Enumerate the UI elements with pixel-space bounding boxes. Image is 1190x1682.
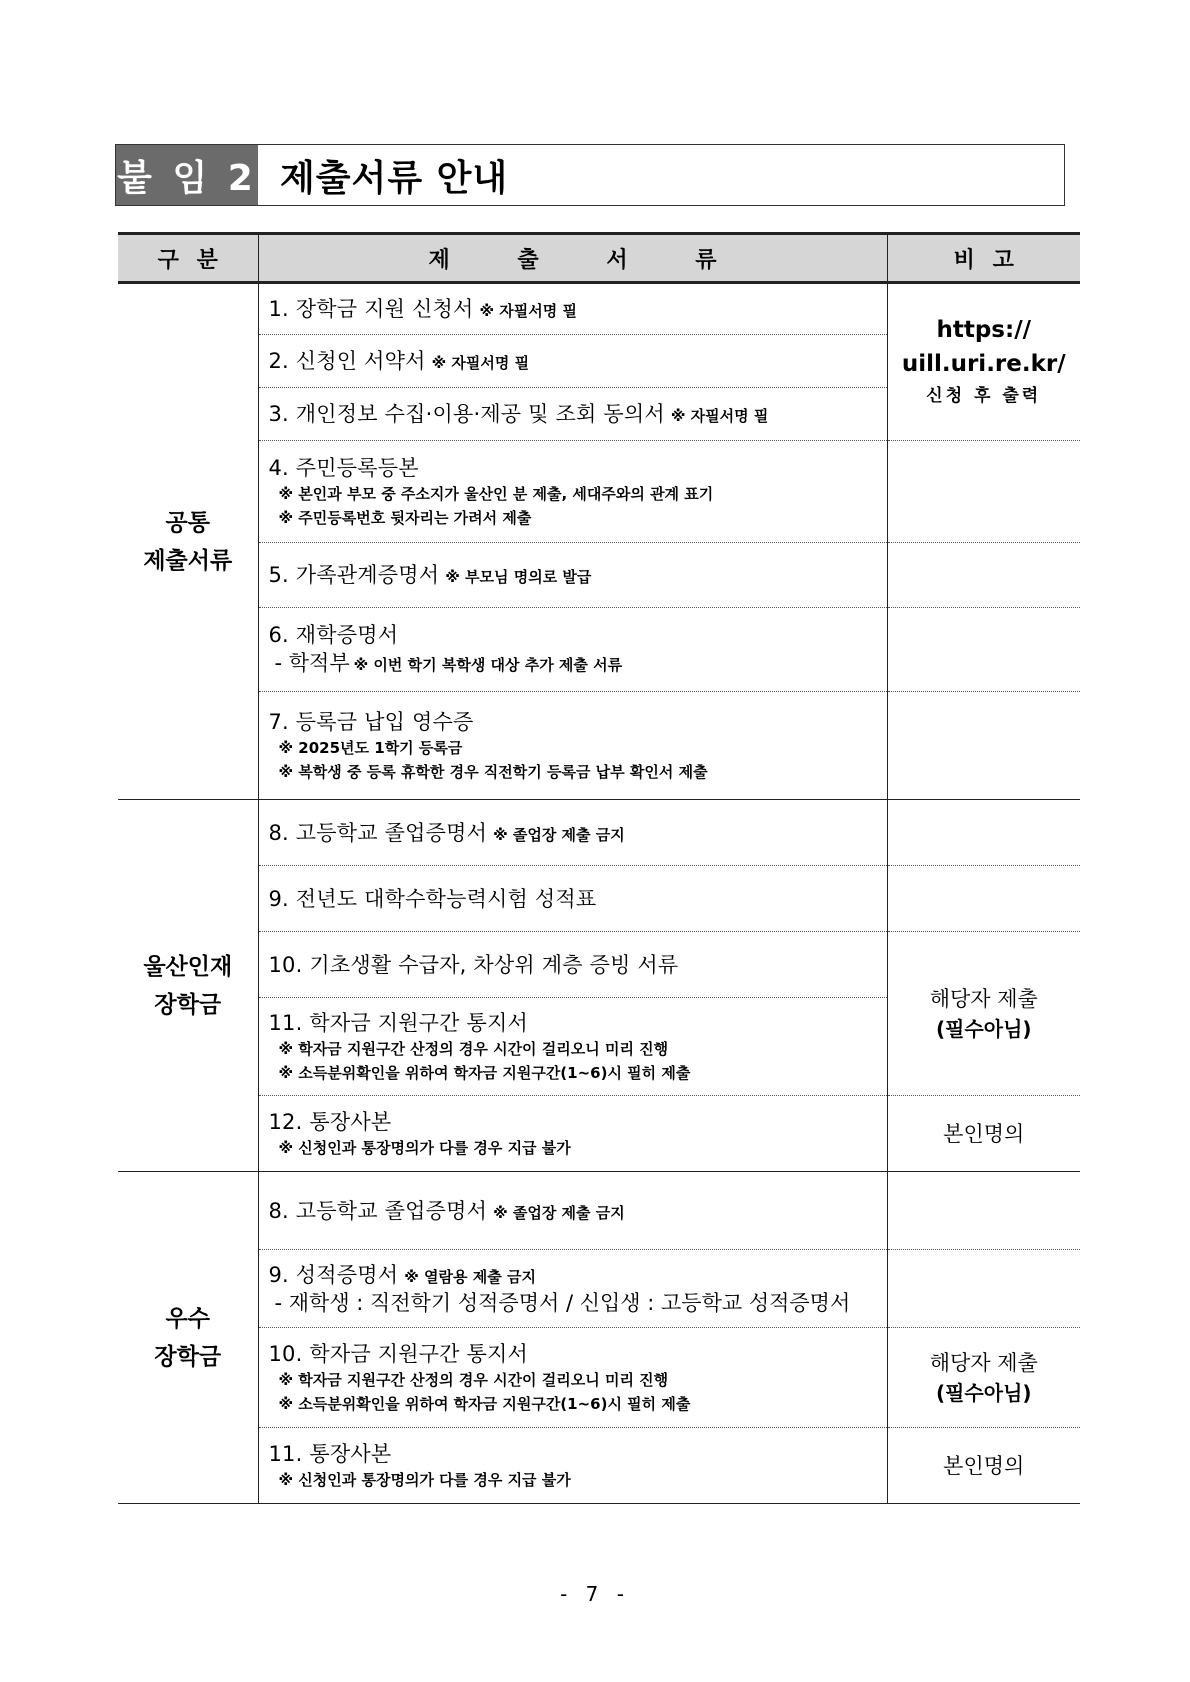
document-subnote: ※ 복학생 중 등록 휴학한 경우 직전학기 등록금 납부 확인서 제출 — [278, 762, 708, 781]
attachment-tag: 붙 임 2 — [116, 145, 258, 205]
document-subnote: ※ 학자금 지원구간 산정의 경우 시간이 걸리오니 미리 진행 — [278, 1039, 669, 1058]
remark-applicable-cell — [887, 932, 1080, 1096]
table-row — [118, 608, 1080, 692]
table-row — [118, 1328, 1080, 1428]
document-item — [258, 866, 887, 932]
document-subnote: ※ 소득분위확인을 위하여 학자금 지원구간(1~6)시 필히 제출 — [278, 1394, 691, 1413]
document-item — [258, 1328, 887, 1428]
document-subnote: ※ 2025년도 1학기 등록금 — [278, 738, 463, 757]
table-row — [118, 692, 1080, 800]
remark-own-name: 본인명의 — [943, 1453, 1025, 1478]
document-subnote: ※ 소득분위확인을 위하여 학자금 지원구간(1~6)시 필히 제출 — [278, 1063, 691, 1082]
remark-applicable: 해당자 제출 — [929, 986, 1038, 1011]
document-item — [258, 692, 887, 800]
document-note: ※ 자필서명 필 — [670, 407, 769, 425]
remark-cell — [887, 1172, 1080, 1250]
document-title: 8. 고등학교 졸업증명서 — [268, 1198, 488, 1223]
remark-caption: 신청 후 출력 — [926, 386, 1042, 406]
table-row — [118, 1172, 1080, 1250]
document-title: 1. 장학금 지원 신청서 — [268, 297, 474, 321]
table-row — [118, 1096, 1080, 1172]
document-title: 9. 전년도 대학수학능력시험 성적표 — [268, 886, 597, 911]
header-remarks: 비 고 — [887, 234, 1080, 283]
remark-cell — [887, 692, 1080, 800]
document-title: 6. 재학증명서 — [268, 622, 399, 647]
document-title: 3. 개인정보 수집·이용·제공 및 조회 동의서 — [268, 402, 665, 426]
document-title: 8. 고등학교 졸업증명서 — [268, 820, 488, 845]
document-item — [258, 998, 887, 1096]
category-line: 공통 — [165, 509, 210, 536]
category-line: 장학금 — [154, 991, 222, 1018]
category-common — [118, 283, 258, 800]
document-title: 11. 학자금 지원구간 통지서 — [268, 1010, 528, 1035]
document-sub-item: - 학적부 — [274, 650, 350, 675]
document-title: 2. 신청인 서약서 — [268, 349, 426, 373]
document-item — [258, 608, 887, 692]
document-item — [258, 441, 887, 543]
table-row — [118, 866, 1080, 932]
table-row — [118, 1250, 1080, 1328]
document-note: ※ 부모님 명의로 발급 — [445, 568, 592, 586]
remark-optional: (필수아님) — [935, 1016, 1032, 1041]
table-row — [118, 283, 1080, 335]
document-subnote: ※ 학자금 지원구간 산정의 경우 시간이 걸리오니 미리 진행 — [278, 1370, 669, 1389]
remark-cell — [887, 1250, 1080, 1328]
document-item — [258, 335, 887, 388]
category-ulsan-talent — [118, 800, 258, 1172]
remark-url-cell — [887, 283, 1080, 441]
remark-applicable-cell — [887, 1328, 1080, 1428]
document-note: ※ 자필서명 필 — [479, 302, 577, 320]
document-title: 10. 학자금 지원구간 통지서 — [268, 1341, 528, 1366]
document-subnote: ※ 신청인과 통장명의가 다를 경우 지급 불가 — [278, 1138, 571, 1157]
document-note: ※ 졸업장 제출 금지 — [493, 1203, 625, 1222]
document-title: 7. 등록금 납입 영수증 — [268, 709, 474, 734]
table-row — [118, 800, 1080, 866]
document-title: 12. 통장사본 — [268, 1109, 392, 1134]
remark-cell — [887, 608, 1080, 692]
remark-optional: (필수아님) — [935, 1380, 1032, 1405]
remark-applicable: 해당자 제출 — [929, 1350, 1038, 1375]
document-note: ※ 자필서명 필 — [431, 354, 530, 372]
document-note: ※ 이번 학기 복학생 대상 추가 제출 서류 — [353, 655, 623, 674]
document-subnote: ※ 본인과 부모 중 주소지가 울산인 분 제출, 세대주와의 관계 표기 — [278, 484, 714, 503]
remark-own-name: 본인명의 — [943, 1121, 1025, 1146]
table-row — [118, 441, 1080, 543]
section-title-box — [115, 144, 1065, 206]
document-title: 5. 가족관계증명서 — [268, 563, 440, 587]
document-title: 10. 기초생활 수급자, 차상위 계층 증빙 서류 — [268, 952, 679, 977]
category-excellence — [118, 1172, 258, 1504]
document-note: ※ 졸업장 제출 금지 — [493, 825, 625, 844]
document-item — [258, 543, 887, 608]
category-line: 우수 — [165, 1305, 210, 1332]
document-item — [258, 388, 887, 441]
remark-cell — [887, 441, 1080, 543]
category-line: 장학금 — [154, 1343, 222, 1370]
document-note: ※ 열람용 제출 금지 — [404, 1267, 536, 1286]
header-category: 구 분 — [118, 234, 258, 283]
table-row — [118, 932, 1080, 998]
remark-url: https:// — [936, 317, 1031, 343]
document-subnote: ※ 신청인과 통장명의가 다를 경우 지급 불가 — [278, 1470, 571, 1489]
remark-own-name-cell — [887, 1428, 1080, 1504]
document-item — [258, 1250, 887, 1328]
page-title: 제출서류 안내 — [280, 157, 509, 199]
document-subnote: ※ 주민등록번호 뒷자리는 가려서 제출 — [278, 508, 532, 527]
document-item — [258, 1428, 887, 1504]
category-line: 울산인재 — [143, 953, 233, 980]
document-title: 4. 주민등록등본 — [268, 455, 419, 480]
document-item — [258, 800, 887, 866]
table-header-row — [118, 234, 1080, 283]
page-number: - 7 - — [560, 1582, 630, 1606]
documents-table — [118, 232, 1080, 1504]
document-item — [258, 283, 887, 335]
remark-cell — [887, 543, 1080, 608]
remark-cell — [887, 866, 1080, 932]
document-sub-item: - 재학생 : 직전학기 성적증명서 / 신입생 : 고등학교 성적증명서 — [274, 1290, 851, 1315]
document-title: 11. 통장사본 — [268, 1441, 392, 1466]
category-line: 제출서류 — [143, 547, 233, 574]
remark-own-name-cell — [887, 1096, 1080, 1172]
document-item — [258, 932, 887, 998]
document-item — [258, 1096, 887, 1172]
remark-url: uill.uri.re.kr/ — [901, 351, 1066, 377]
table-row — [118, 1428, 1080, 1504]
document-title: 9. 성적증명서 — [268, 1262, 399, 1287]
header-documents: 제 출 서 류 — [258, 234, 887, 283]
table-row — [118, 543, 1080, 608]
document-item — [258, 1172, 887, 1250]
remark-cell — [887, 800, 1080, 866]
